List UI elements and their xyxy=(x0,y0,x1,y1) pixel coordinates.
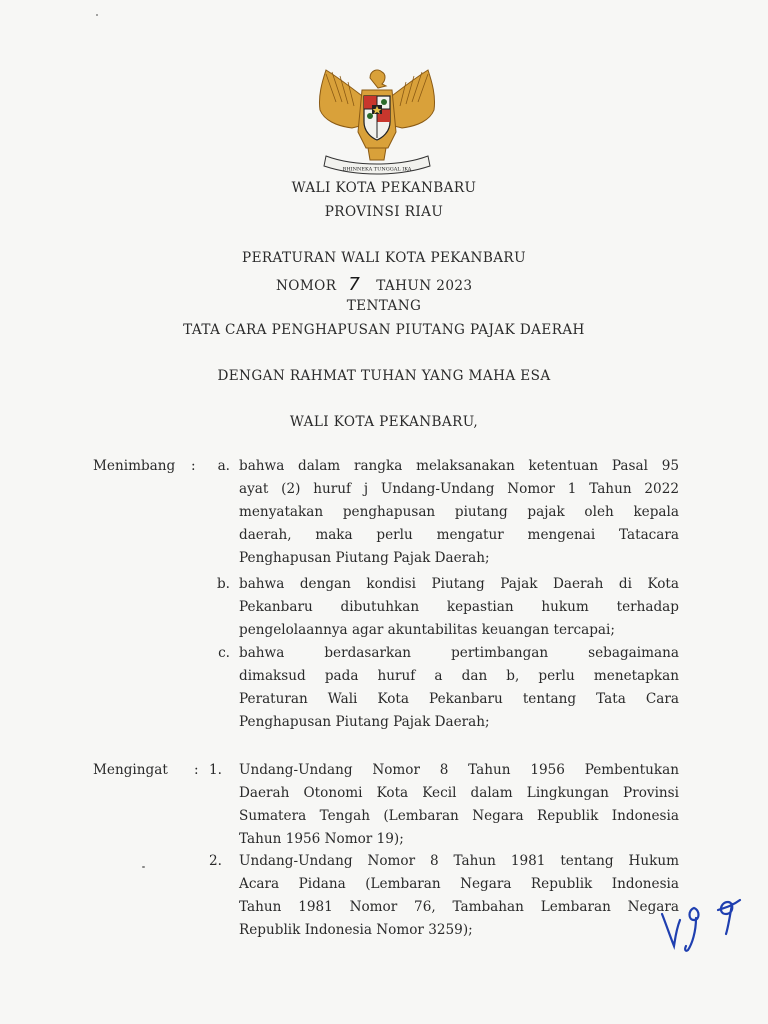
tentang-heading: TENTANG xyxy=(346,298,422,314)
invocation: DENGAN RAHMAT TUHAN YANG MAHA ESA xyxy=(217,368,551,384)
regulation-title: PERATURAN WALI KOTA PEKANBARU xyxy=(242,250,526,266)
mengingat-colon: : xyxy=(194,762,199,778)
garuda-emblem-icon xyxy=(312,62,442,177)
text-line: Penghapusan Piutang Pajak Daerah; xyxy=(239,550,490,566)
issuer: WALI KOTA PEKANBARU, xyxy=(289,414,479,430)
regulation-number-line xyxy=(276,274,472,295)
mengingat-marker-1: 1. xyxy=(209,762,222,778)
menimbang-marker-b: b. xyxy=(216,576,230,592)
text-line: daerah, maka perlu mengatur mengenai Tatacara xyxy=(239,527,679,543)
text-line: Tahun 1981 Nomor 76, Tambahan Lembaran Negara xyxy=(239,899,679,915)
nomor-label: NOMOR xyxy=(276,278,337,294)
scan-speck xyxy=(142,866,145,868)
text-line: Republik Indonesia Nomor 3259); xyxy=(239,922,473,938)
menimbang-colon: : xyxy=(191,458,196,474)
text-line: ayat (2) huruf j Undang-Undang Nomor 1 Tahun 2022 xyxy=(239,481,679,497)
text-line: Undang-Undang Nomor 8 Tahun 1956 Pembentukan xyxy=(239,762,679,778)
text-line: dimaksud pada huruf a dan b, perlu menetapkan xyxy=(239,668,679,684)
menimbang-marker-a: a. xyxy=(217,458,230,474)
mengingat-marker-2: 2. xyxy=(209,853,222,869)
menimbang-label: Menimbang xyxy=(93,458,176,474)
text-line: pengelolaannya agar akuntabilitas keuangan tercapai; xyxy=(239,622,615,638)
emblem-motto: BHINNEKA TUNGGAL IKA xyxy=(342,166,412,173)
province-title: PROVINSI RIAU xyxy=(324,204,444,220)
text-line: menyatakan penghapusan piutang pajak oleh kepala xyxy=(239,504,679,520)
text-line: Acara Pidana (Lembaran Negara Republik Indonesia xyxy=(239,876,679,892)
scan-speck xyxy=(96,14,98,16)
text-line: Pekanbaru dibutuhkan kepastian hukum terhadap xyxy=(239,599,679,615)
menimbang-item-c xyxy=(239,642,679,734)
regulation-subject: TATA CARA PENGHAPUSAN PIUTANG PAJAK DAERAH xyxy=(183,322,585,338)
tahun-label: TAHUN 2023 xyxy=(376,278,473,294)
text-line: Penghapusan Piutang Pajak Daerah; xyxy=(239,714,490,730)
office-title: WALI KOTA PEKANBARU xyxy=(291,180,477,196)
text-line: Peraturan Wali Kota Pekanbaru tentang Tata Cara xyxy=(239,691,679,707)
mengingat-item-2 xyxy=(239,850,679,942)
text-line: Daerah Otonomi Kota Kecil dalam Lingkungan Provinsi xyxy=(239,785,679,801)
menimbang-item-b xyxy=(239,573,679,642)
menimbang-marker-c: c. xyxy=(218,645,230,661)
menimbang-item-a xyxy=(239,455,679,570)
nomor-value: 7 xyxy=(348,274,361,295)
mengingat-label: Mengingat xyxy=(93,762,168,778)
text-line: bahwa dengan kondisi Piutang Pajak Daerah di Kota xyxy=(239,576,679,592)
text-line: bahwa dalam rangka melaksanakan ketentuan Pasal 95 xyxy=(239,458,679,474)
text-line: Undang-Undang Nomor 8 Tahun 1981 tentang Hukum xyxy=(239,853,679,869)
text-line: Sumatera Tengah (Lembaran Negara Republik Indonesia xyxy=(239,808,679,824)
text-line: Tahun 1956 Nomor 19); xyxy=(239,831,404,847)
text-line: bahwa berdasarkan pertimbangan sebagaimana xyxy=(239,645,679,661)
mengingat-item-1 xyxy=(239,759,679,851)
signature-initials-icon xyxy=(648,880,756,960)
